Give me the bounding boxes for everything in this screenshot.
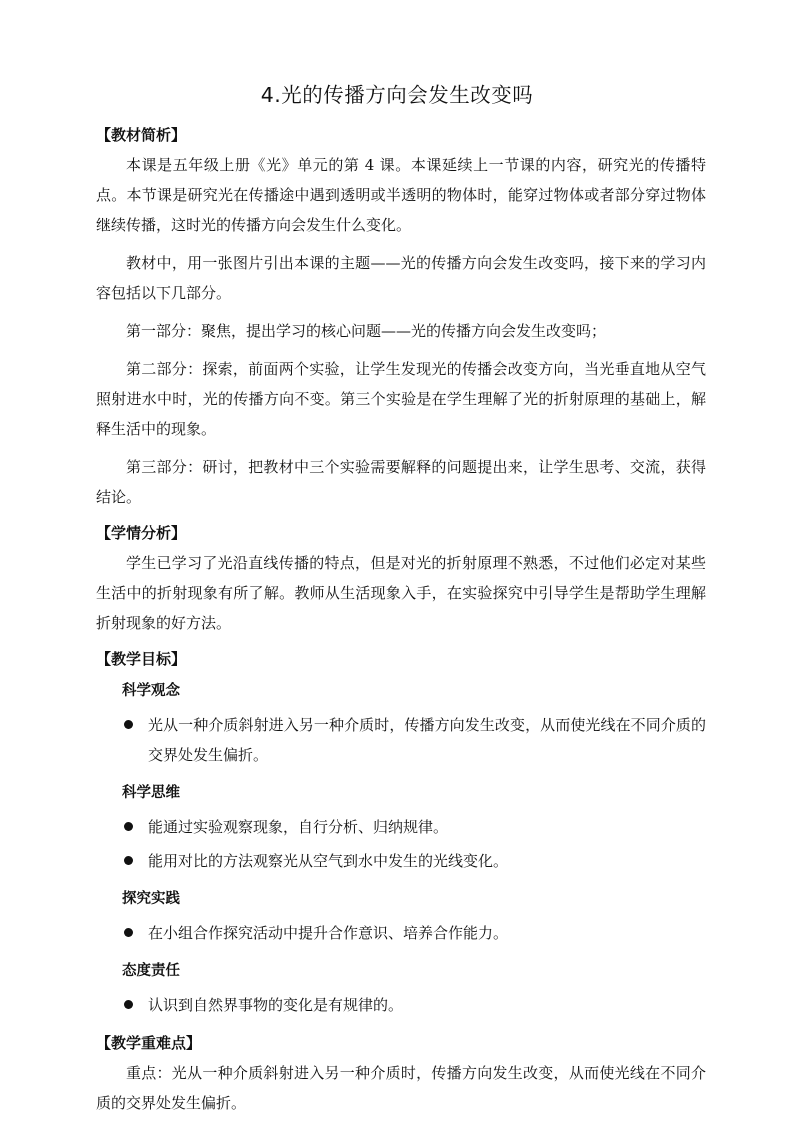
bullet-icon	[124, 1000, 133, 1009]
goal-group-title: 态度责任	[122, 963, 180, 979]
section-heading-material: 【教材简析】	[96, 126, 187, 144]
paragraph: 学生已学习了光沿直线传播的特点，但是对光的折射原理不熟悉，不过他们必定对某些生活中的折射现象有所了解。教师从生活现象入手，在实验探究中引导学生是帮助学生理解折射现象的好方法。	[96, 554, 706, 632]
document-body	[96, 120, 706, 1118]
goal-item-text: 认识到自然界事物的变化是有规律的。	[148, 996, 404, 1014]
goal-list	[96, 710, 706, 770]
goal-group-title: 探究实践	[122, 891, 180, 907]
paragraph: 本课是五年级上册《光》单元的第 4 课。本课延续上一节课的内容，研究光的传播特点。本节课是研究光在传播途中遇到透明或半透明的物体时，能穿过物体或者部分穿过物体继续传播，这时光的传播方向会发生什么变化。	[96, 156, 706, 234]
paragraph: 教材中，用一张图片引出本课的主题——光的传播方向会发生改变吗，接下来的学习内容包括以下几部分。	[96, 254, 706, 302]
page-title: 4.光的传播方向会发生改变吗	[260, 83, 534, 107]
goal-item	[96, 710, 706, 770]
paragraph: 重点：光从一种介质斜射进入另一种介质时，传播方向发生改变，从而使光线在不同介质的交界处发生偏折。	[96, 1064, 706, 1112]
goal-group-title: 科学思维	[122, 785, 180, 801]
paragraph: 第二部分：探索，前面两个实验，让学生发现光的传播会改变方向，当光垂直地从空气照射进水中时，光的传播方向不变。第三个实验是在学生理解了光的折射原理的基础上，解释生活中的现象。	[96, 360, 706, 438]
section-heading-key-points: 【教学重难点】	[96, 1034, 202, 1052]
goal-item-text: 能用对比的方法观察光从空气到水中发生的光线变化。	[148, 852, 509, 870]
bullet-icon	[124, 928, 133, 937]
goal-list	[96, 812, 706, 876]
section-heading-goals: 【教学目标】	[96, 650, 187, 668]
goal-item-text: 光从一种介质斜射进入另一种介质时，传播方向发生改变，从而使光线在不同介质的交界处发生偏折。	[148, 716, 706, 764]
goal-list	[96, 990, 706, 1020]
goal-list	[96, 918, 706, 948]
paragraph: 第一部分：聚焦，提出学习的核心问题——光的传播方向会发生改变吗；	[126, 322, 607, 340]
bullet-icon	[124, 822, 133, 831]
paragraph: 第三部分：研讨，把教材中三个实验需要解释的问题提出来，让学生思考、交流，获得结论。	[96, 458, 706, 506]
goal-item-text: 能通过实验观察现象，自行分析、归纳规律。	[148, 818, 449, 836]
goal-item	[96, 846, 706, 876]
section-heading-learners: 【学情分析】	[96, 524, 187, 542]
goal-group-title: 科学观念	[122, 683, 180, 699]
goal-item	[96, 990, 706, 1020]
goal-item	[96, 812, 706, 842]
goal-item	[96, 918, 706, 948]
bullet-icon	[124, 856, 133, 865]
goal-item-text: 在小组合作探究活动中提升合作意识、培养合作能力。	[148, 924, 509, 942]
bullet-icon	[124, 720, 133, 729]
